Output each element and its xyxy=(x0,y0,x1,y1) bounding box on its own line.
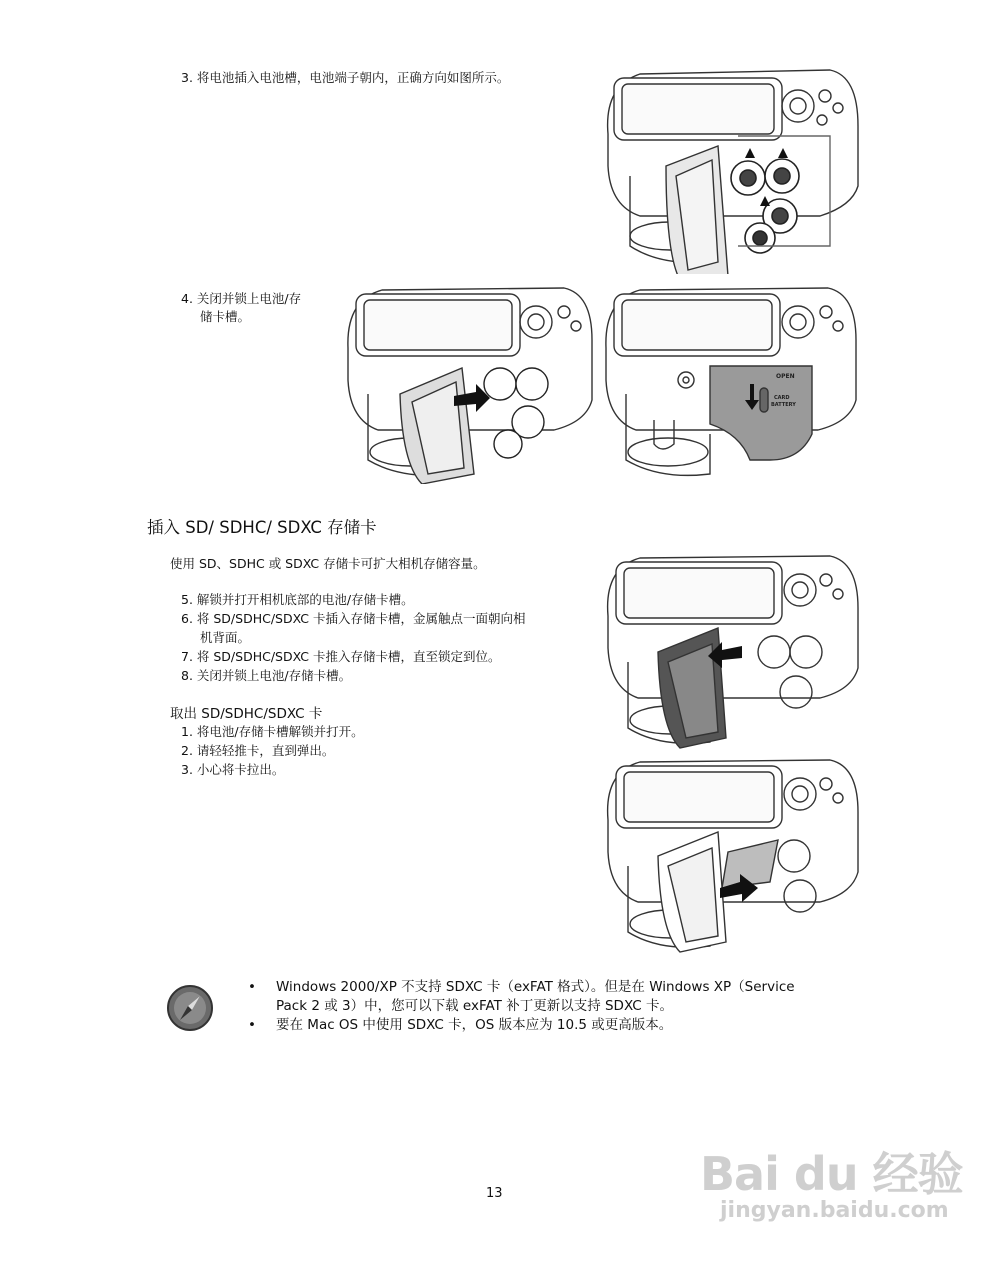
note-list xyxy=(248,978,848,1035)
figure-label-card: CARD xyxy=(774,395,790,401)
insert-step-8: 8. 关闭并锁上电池/存储卡槽。 xyxy=(181,668,352,683)
insert-step-6: 6. 将 SD/SDHC/SDXC 卡插入存储卡槽，金属触点一面朝向相 xyxy=(181,611,526,626)
note-bullet-2 xyxy=(248,1016,848,1035)
step-4-text-line2: 储卡槽。 xyxy=(200,309,251,324)
note-bullet-2-text: 要在 Mac OS 中使用 SDXC 卡，OS 版本应为 10.5 或更高版本。 xyxy=(276,1017,673,1033)
note-bullet-1 xyxy=(248,978,848,1016)
compass-note-icon xyxy=(166,984,214,1032)
step-3-text: 3. 将电池插入电池槽，电池端子朝内，正确方向如图所示。 xyxy=(181,70,510,85)
page-number: 13 xyxy=(486,1186,503,1201)
remove-step-1: 1. 将电池/存储卡槽解锁并打开。 xyxy=(181,724,364,739)
figure-open-card-slot xyxy=(600,552,862,750)
figure-insert-batteries xyxy=(600,66,862,274)
insert-intro-text: 使用 SD、SDHC 或 SDXC 存储卡可扩大相机存储容量。 xyxy=(170,556,486,571)
remove-step-2: 2. 请轻轻推卡，直到弹出。 xyxy=(181,743,335,758)
insert-step-5: 5. 解锁并打开相机底部的电池/存储卡槽。 xyxy=(181,592,414,607)
figure-insert-card xyxy=(600,756,862,956)
remove-step-3: 3. 小心将卡拉出。 xyxy=(181,762,285,777)
step-4-text-line1: 4. 关闭并锁上电池/存 xyxy=(181,291,302,306)
note-bullet-1-line1: Windows 2000/XP 不支持 SDXC 卡（exFAT 格式）。但是在 Windows XP（Service xyxy=(276,979,795,995)
watermark-url: jingyan.baidu.com xyxy=(720,1198,949,1223)
note-bullet-1-line2: Pack 2 或 3）中，您可以下载 exFAT 补丁更新以支持 SDXC 卡。 xyxy=(276,998,673,1014)
figure-label-battery: BATTERY xyxy=(771,402,796,408)
figure-door-closed xyxy=(600,284,862,484)
watermark-logo: Bai du 经验 xyxy=(700,1147,963,1201)
section-title-remove-card: 取出 SD/SDHC/SDXC 卡 xyxy=(170,706,323,722)
figure-close-door xyxy=(342,284,597,484)
section-title-insert-card: 插入 SD/ SDHC/ SDXC 存储卡 xyxy=(147,518,377,537)
figure-label-open: OPEN xyxy=(776,373,795,380)
insert-step-7: 7. 将 SD/SDHC/SDXC 卡推入存储卡槽，直至锁定到位。 xyxy=(181,649,501,664)
insert-step-6-cont: 机背面。 xyxy=(200,630,251,645)
